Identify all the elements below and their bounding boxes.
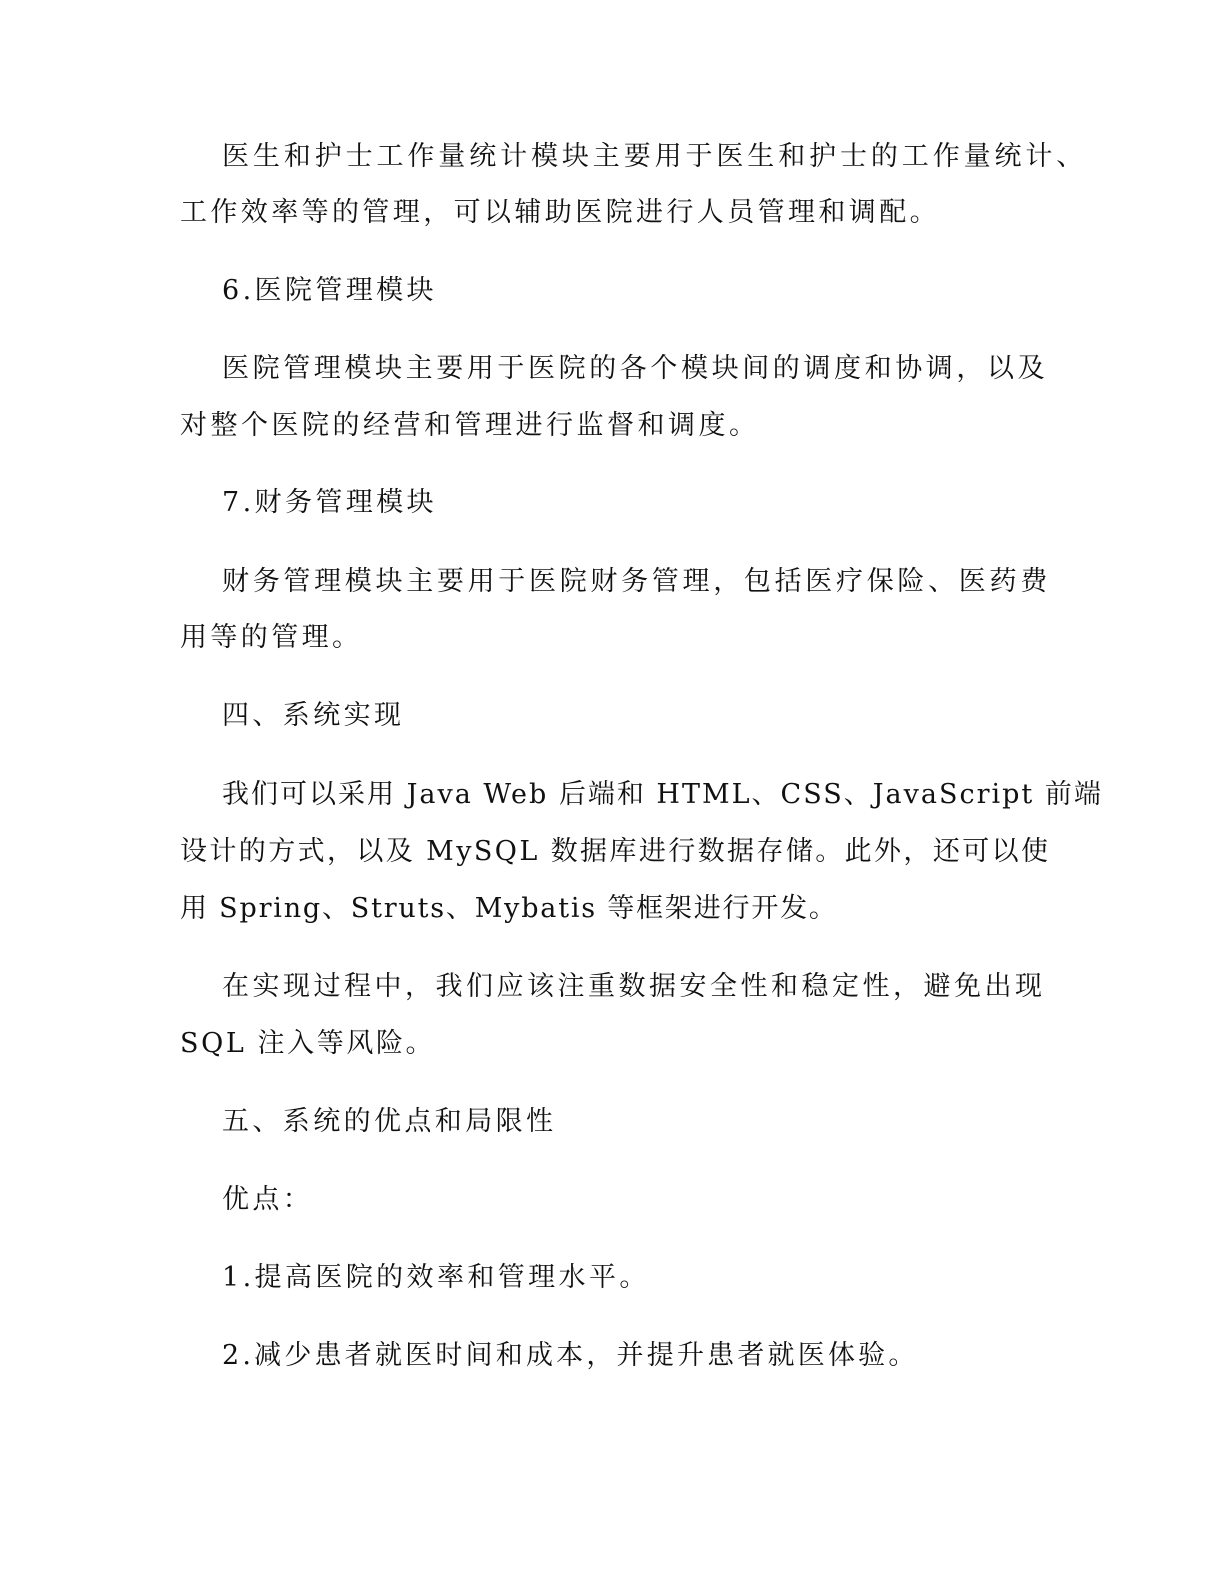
paragraph-implementation-tech-line-1: 我们可以采用 Java Web 后端和 HTML、CSS、JavaScript 前端 bbox=[222, 779, 1103, 810]
paragraph-workload-line-2: 工作效率等的管理，可以辅助医院进行人员管理和调配。 bbox=[180, 197, 940, 228]
paragraph-finance-management-line-1: 财务管理模块主要用于医院财务管理，包括医疗保险、医药费 bbox=[222, 566, 1051, 597]
advantages-label: 优点： bbox=[222, 1184, 314, 1215]
advantage-item-1: 1.提高医院的效率和管理水平。 bbox=[222, 1262, 650, 1293]
paragraph-workload-line-1: 医生和护士工作量统计模块主要用于医生和护士的工作量统计、 bbox=[222, 141, 1088, 172]
section-heading-finance-management: 7.财务管理模块 bbox=[222, 487, 437, 518]
paragraph-security-line-1: 在实现过程中，我们应该注重数据安全性和稳定性，避免出现 bbox=[222, 971, 1046, 1002]
paragraph-hospital-management-line-2: 对整个医院的经营和管理进行监督和调度。 bbox=[180, 410, 760, 441]
paragraph-security-line-2: SQL 注入等风险。 bbox=[180, 1028, 436, 1059]
section-heading-hospital-management: 6.医院管理模块 bbox=[222, 275, 437, 306]
paragraph-implementation-tech-line-3: 用 Spring、Struts、Mybatis 等框架进行开发。 bbox=[180, 893, 838, 924]
paragraph-finance-management-line-2: 用等的管理。 bbox=[180, 622, 363, 653]
advantage-item-2: 2.减少患者就医时间和成本，并提升患者就医体验。 bbox=[222, 1340, 919, 1371]
paragraph-hospital-management-line-1: 医院管理模块主要用于医院的各个模块间的调度和协调，以及 bbox=[222, 353, 1049, 384]
paragraph-implementation-tech-line-2: 设计的方式，以及 MySQL 数据库进行数据存储。此外，还可以使 bbox=[180, 836, 1051, 867]
section-heading-advantages-limitations: 五、系统的优点和局限性 bbox=[222, 1106, 557, 1137]
section-heading-system-implementation: 四、系统实现 bbox=[222, 700, 405, 731]
